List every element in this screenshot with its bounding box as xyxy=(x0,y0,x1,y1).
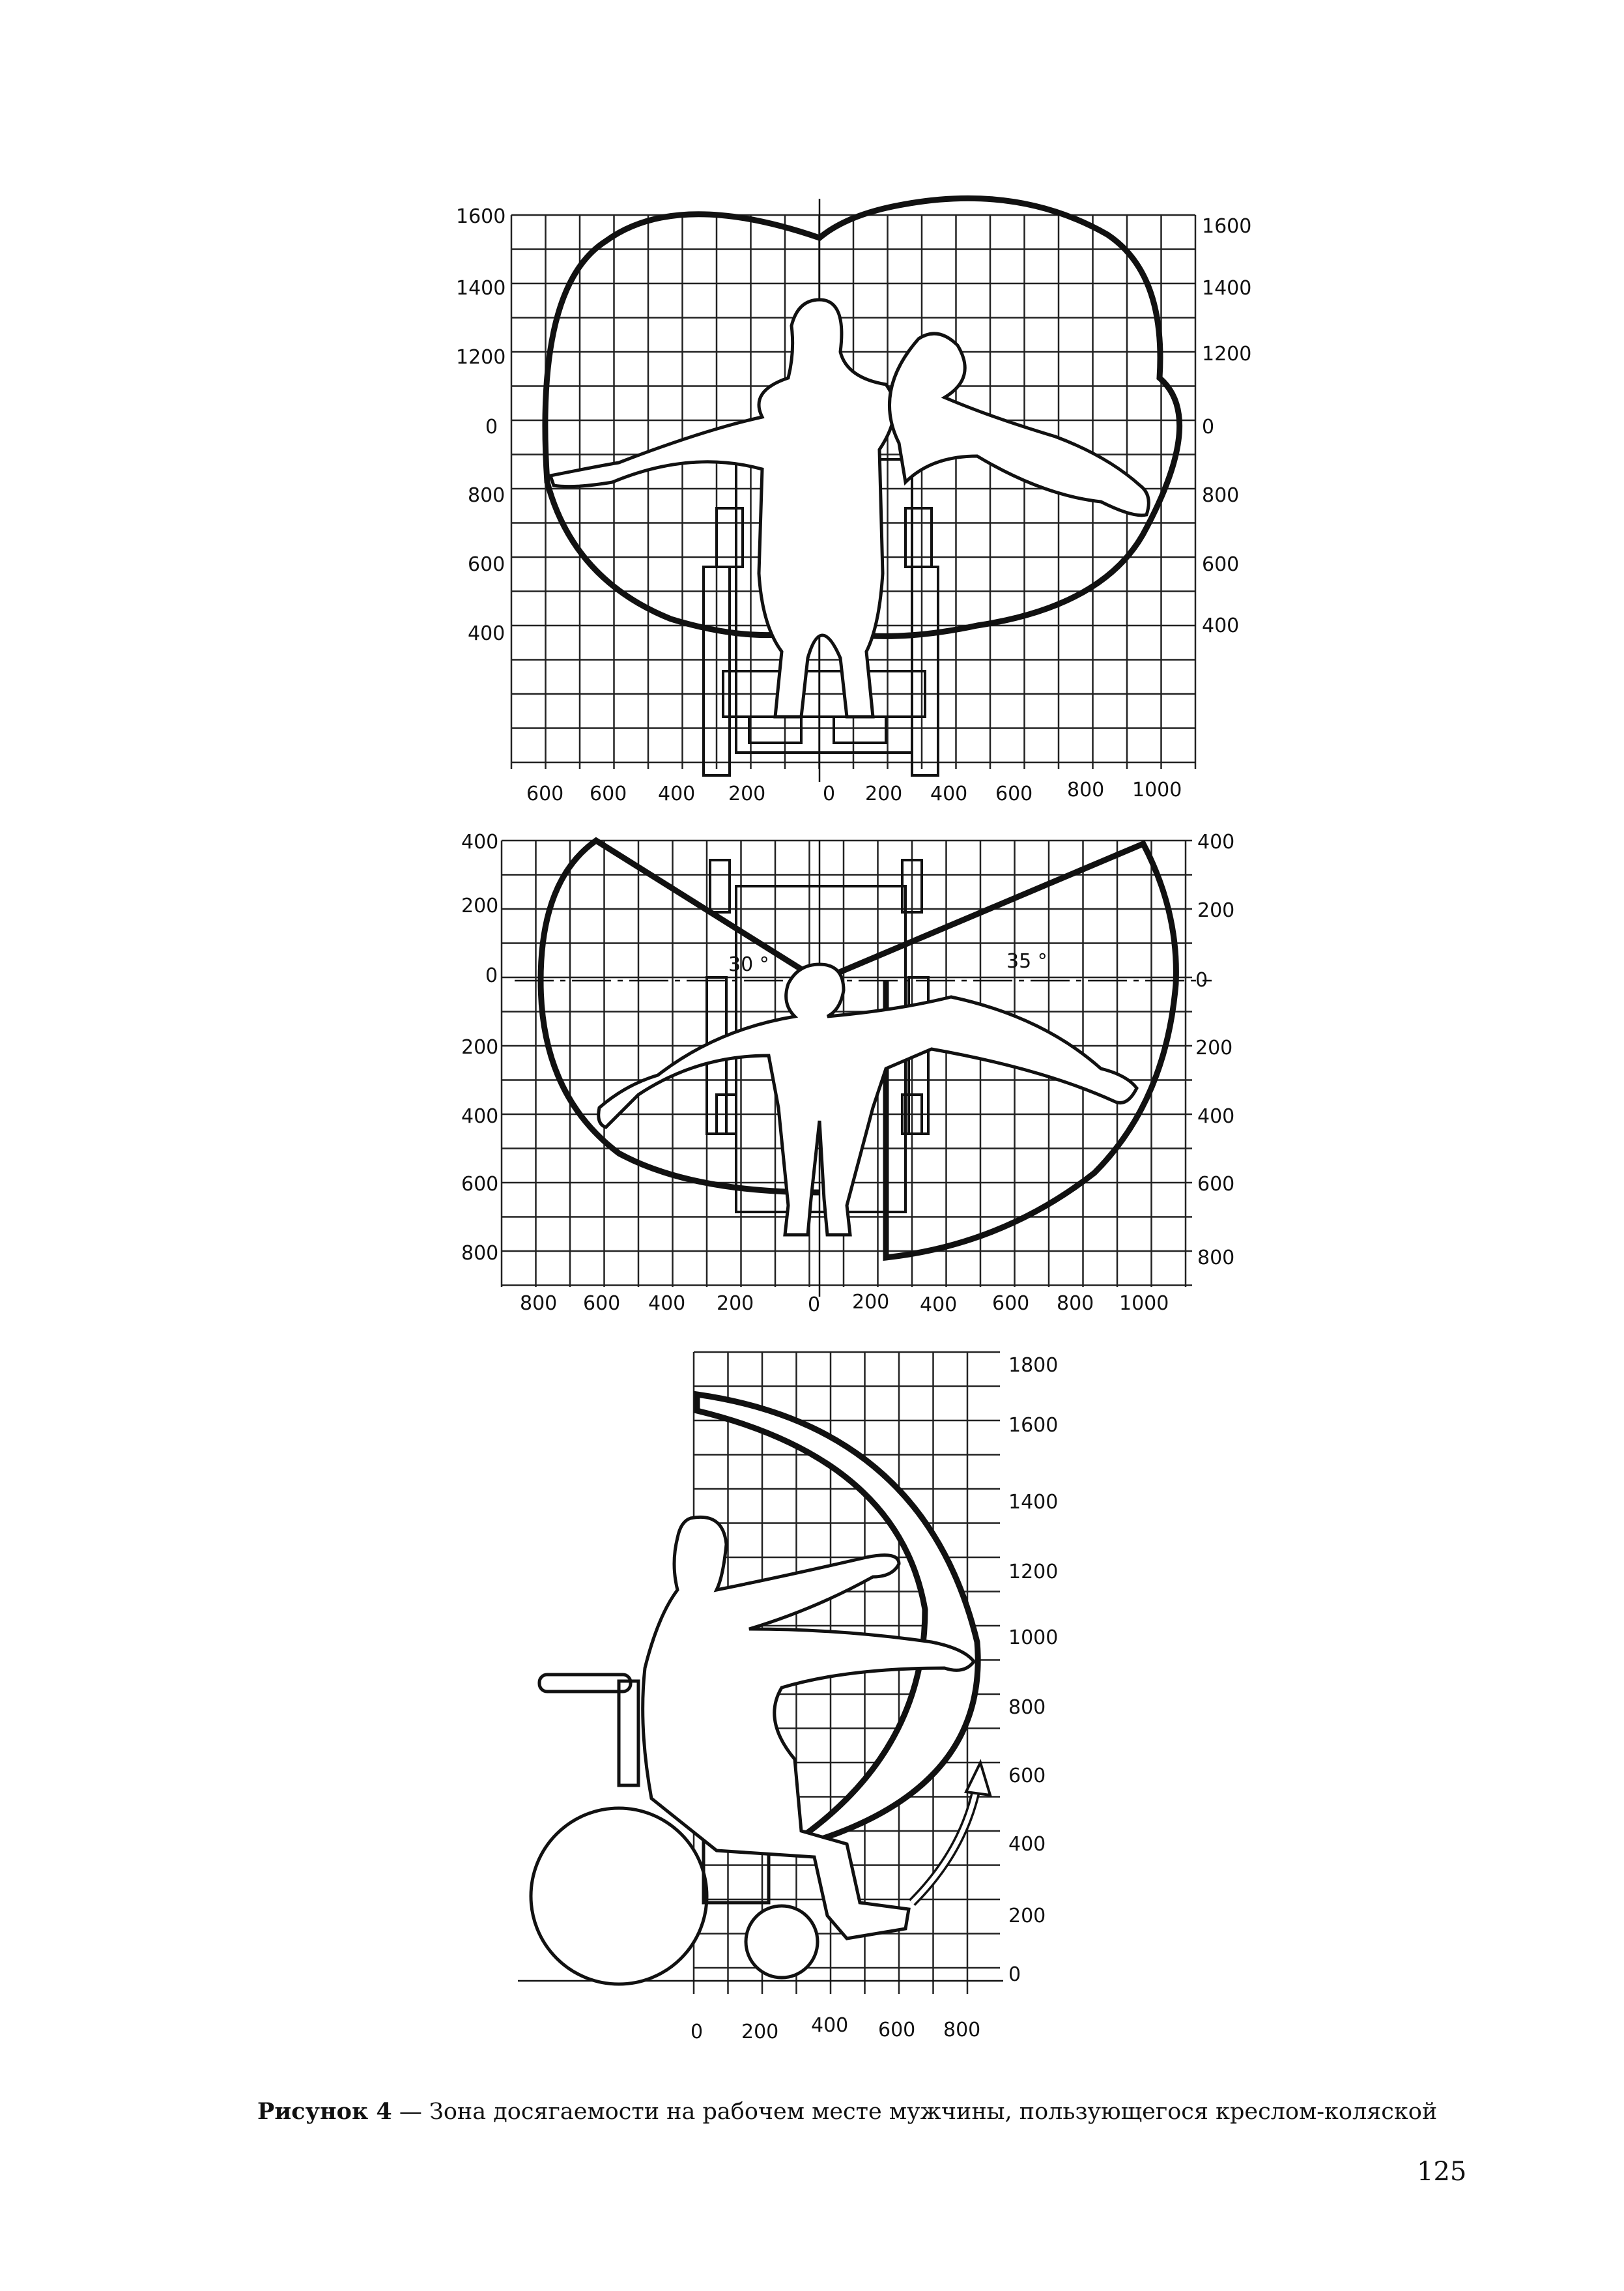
mid-bottom-label: 1000 xyxy=(1119,1292,1169,1315)
bot-right-label: 1600 xyxy=(1008,1414,1059,1437)
top-bottom-label: 200 xyxy=(728,783,766,805)
top-bottom-label: 600 xyxy=(995,783,1033,805)
top-bottom-label: 400 xyxy=(658,783,696,805)
mid-right-label: 200 xyxy=(1195,1037,1233,1059)
middle-diagram xyxy=(461,831,1234,1316)
mid-bottom-label: 200 xyxy=(852,1291,890,1314)
bot-bottom-label: 800 xyxy=(943,2019,981,2041)
top-right-label: 1600 xyxy=(1202,215,1252,238)
top-bottom-label: 0 xyxy=(823,783,836,805)
angle-label-right: 35 ° xyxy=(1006,950,1047,973)
top-left-label: 0 xyxy=(485,416,498,439)
bot-right-label: 1800 xyxy=(1008,1354,1059,1377)
bot-right-label: 200 xyxy=(1008,1905,1046,1927)
top-bottom-label: 200 xyxy=(865,783,903,805)
mid-bottom-label: 400 xyxy=(648,1292,686,1315)
mid-bottom-label: 600 xyxy=(992,1292,1030,1315)
bot-bottom-label: 400 xyxy=(811,2014,849,2037)
top-bottom-label: 600 xyxy=(526,783,564,805)
top-right-label: 400 xyxy=(1202,614,1240,637)
top-right-label: 0 xyxy=(1202,416,1215,439)
top-right-label: 800 xyxy=(1202,484,1240,507)
top-bottom-label: 600 xyxy=(590,783,627,805)
mid-left-label: 0 xyxy=(485,964,498,987)
middle-man xyxy=(599,964,1137,1235)
bot-right-label: 400 xyxy=(1008,1833,1046,1856)
angle-label-left: 30 ° xyxy=(728,953,769,976)
mid-right-label: 0 xyxy=(1195,969,1208,992)
mid-right-label: 800 xyxy=(1197,1246,1235,1269)
top-left-label: 1400 xyxy=(456,277,506,300)
top-right-label: 1400 xyxy=(1202,277,1252,300)
top-right-label: 600 xyxy=(1202,553,1240,576)
top-left-label: 600 xyxy=(468,553,506,576)
mid-right-label: 200 xyxy=(1197,899,1235,922)
bot-bottom-label: 600 xyxy=(878,2019,916,2041)
bot-right-label: 1000 xyxy=(1008,1626,1059,1649)
mid-bottom-label: 200 xyxy=(717,1292,754,1315)
top-left-label: 1200 xyxy=(456,346,506,369)
mid-right-label: 400 xyxy=(1197,1105,1235,1128)
bot-right-label: 1200 xyxy=(1008,1561,1059,1583)
mid-left-label: 600 xyxy=(461,1173,499,1196)
bot-right-label: 800 xyxy=(1008,1696,1046,1719)
bot-right-label: 1400 xyxy=(1008,1491,1059,1514)
top-bottom-label: 1000 xyxy=(1132,779,1182,801)
mid-right-label: 600 xyxy=(1197,1173,1235,1196)
mid-left-label: 400 xyxy=(461,1105,499,1128)
top-diagram xyxy=(456,198,1251,805)
top-left-label: 800 xyxy=(468,484,506,507)
mid-bottom-label: 800 xyxy=(520,1292,558,1315)
mid-left-label: 200 xyxy=(461,1036,499,1059)
top-right-label: 1200 xyxy=(1202,343,1252,366)
mid-bottom-label: 600 xyxy=(583,1292,621,1315)
mid-right-label: 400 xyxy=(1197,831,1235,854)
bot-bottom-label: 200 xyxy=(741,2021,779,2043)
top-bottom-label: 400 xyxy=(930,783,968,805)
bot-right-label: 0 xyxy=(1008,1963,1021,1986)
bottom-diagram xyxy=(518,1352,1058,2043)
mid-left-label: 200 xyxy=(461,895,499,917)
bot-right-label: 600 xyxy=(1008,1765,1046,1787)
mid-left-label: 800 xyxy=(461,1242,499,1265)
bot-bottom-label: 0 xyxy=(691,2021,704,2043)
top-left-label: 1600 xyxy=(456,205,506,228)
figure-label: Рисунок 4 xyxy=(257,2098,392,2125)
arrow-head-icon xyxy=(966,1763,990,1795)
figure-caption-text: — Зона досягаемости на рабочем месте мужчины, пользующегося креслом-коляской xyxy=(392,2099,1438,2125)
top-bottom-label: 800 xyxy=(1067,779,1105,801)
mid-bottom-label: 400 xyxy=(920,1293,958,1316)
mid-left-label: 400 xyxy=(461,831,499,854)
page-number: 125 xyxy=(1417,2157,1467,2187)
mid-bottom-label: 800 xyxy=(1057,1292,1094,1315)
figure-caption xyxy=(257,2098,1495,2125)
top-left-label: 400 xyxy=(468,622,506,645)
mid-bottom-label: 0 xyxy=(808,1293,821,1316)
